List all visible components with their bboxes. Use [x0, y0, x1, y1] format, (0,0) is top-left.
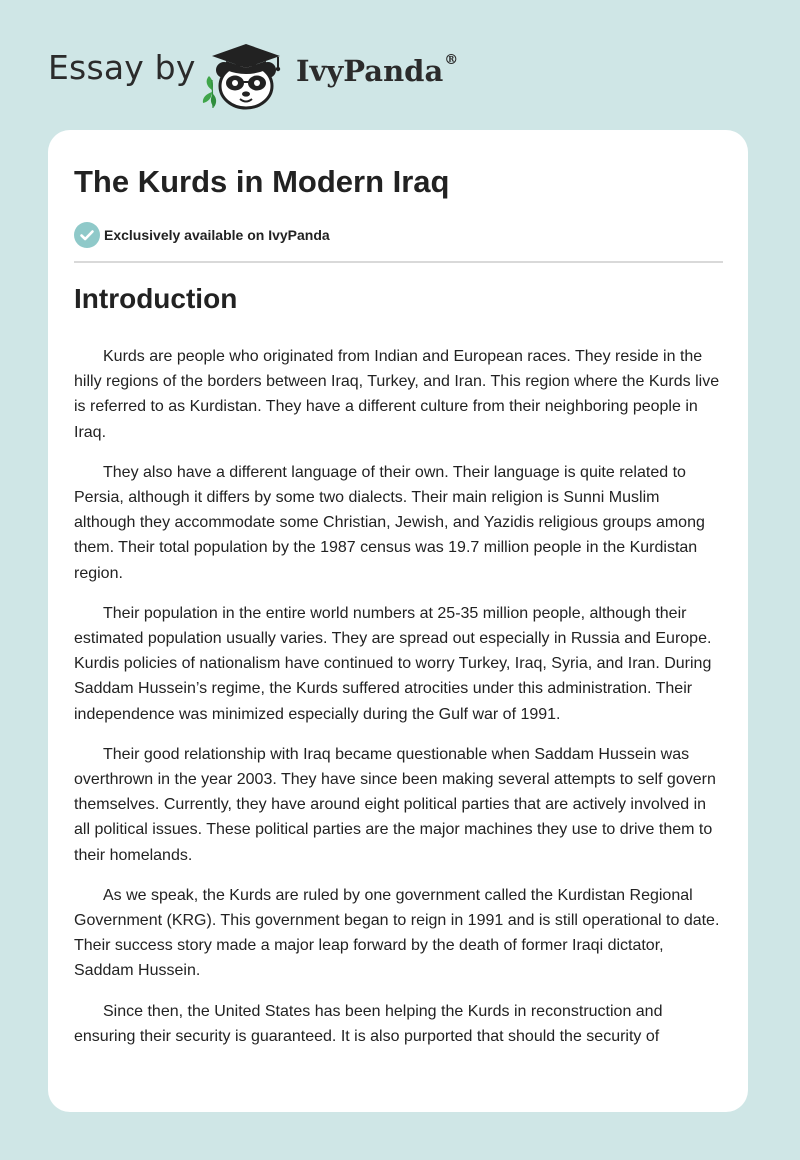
- brand-text: IvyPanda: [296, 54, 444, 88]
- body-paragraph: Kurds are people who originated from Indian and European races. They reside in the hilly regions of the borders between Iraq, Turkey, and Iran. This region where the Kurds live is referred to as Kurdistan. They have a different culture from their neighboring people in Iraq.: [74, 348, 720, 441]
- essay-card: [48, 130, 748, 1112]
- page-title: The Kurds in Modern Iraq: [74, 164, 450, 199]
- title-divider: [74, 261, 723, 263]
- body-paragraph: Their population in the entire world numbers at 25-35 million people, although their estimated population usually varies. They are spread out especially in Russia and Europe. Kurdis policies of nationalism have continued to worry Turkey, Iraq, Syria, and Iran. During Saddam Hussein’s regime, the Kurds suffered atrocities under this administration. Their independence was minimized especially during the Gulf war of 1991.: [74, 604, 712, 723]
- body-paragraph: Their good relationship with Iraq became questionable when Saddam Hussein was overthrown in the year 2003. They have since been making several attempts to self govern themselves. Currently, they have around eight political parties that are actively involved in all political issues. These political parties are the major machines they use to drive them to their homelands.: [74, 745, 716, 864]
- section-heading-introduction: Introduction: [74, 283, 238, 314]
- site-header: [0, 0, 800, 130]
- body-paragraph: They also have a different language of their own. Their language is quite related to Persia, although it differs by some two dialects. Their main religion is Sunni Muslim although they accommodate some Christian, Jewish, and Yazidis religious groups among them. Their total population by the 1987 census was 19.7 million people in the Kurdistan region.: [74, 463, 705, 582]
- panda-logo-icon[interactable]: [200, 36, 292, 110]
- exclusive-label: Exclusively available on IvyPanda: [104, 227, 330, 243]
- ivy-leaves-icon: [203, 76, 216, 108]
- brand-name[interactable]: [296, 54, 458, 88]
- essay-by-label: Essay by: [48, 48, 196, 87]
- body-paragraph: As we speak, the Kurds are ruled by one government called the Kurdistan Regional Government (KRG). This government began to reign in 1991 and is still operational to date. Their success story made a major leap forward by the death of former Iraqi dictator, Saddam Hussein.: [74, 886, 720, 980]
- registered-mark: ®: [444, 52, 459, 68]
- body-paragraph: Since then, the United States has been helping the Kurds in reconstruction and ensuring their security is guaranteed. It is also purported that should the security of: [74, 1002, 663, 1045]
- exclusive-badge: [74, 222, 330, 248]
- essay-body: [74, 344, 724, 1064]
- check-circle-icon: [74, 222, 100, 248]
